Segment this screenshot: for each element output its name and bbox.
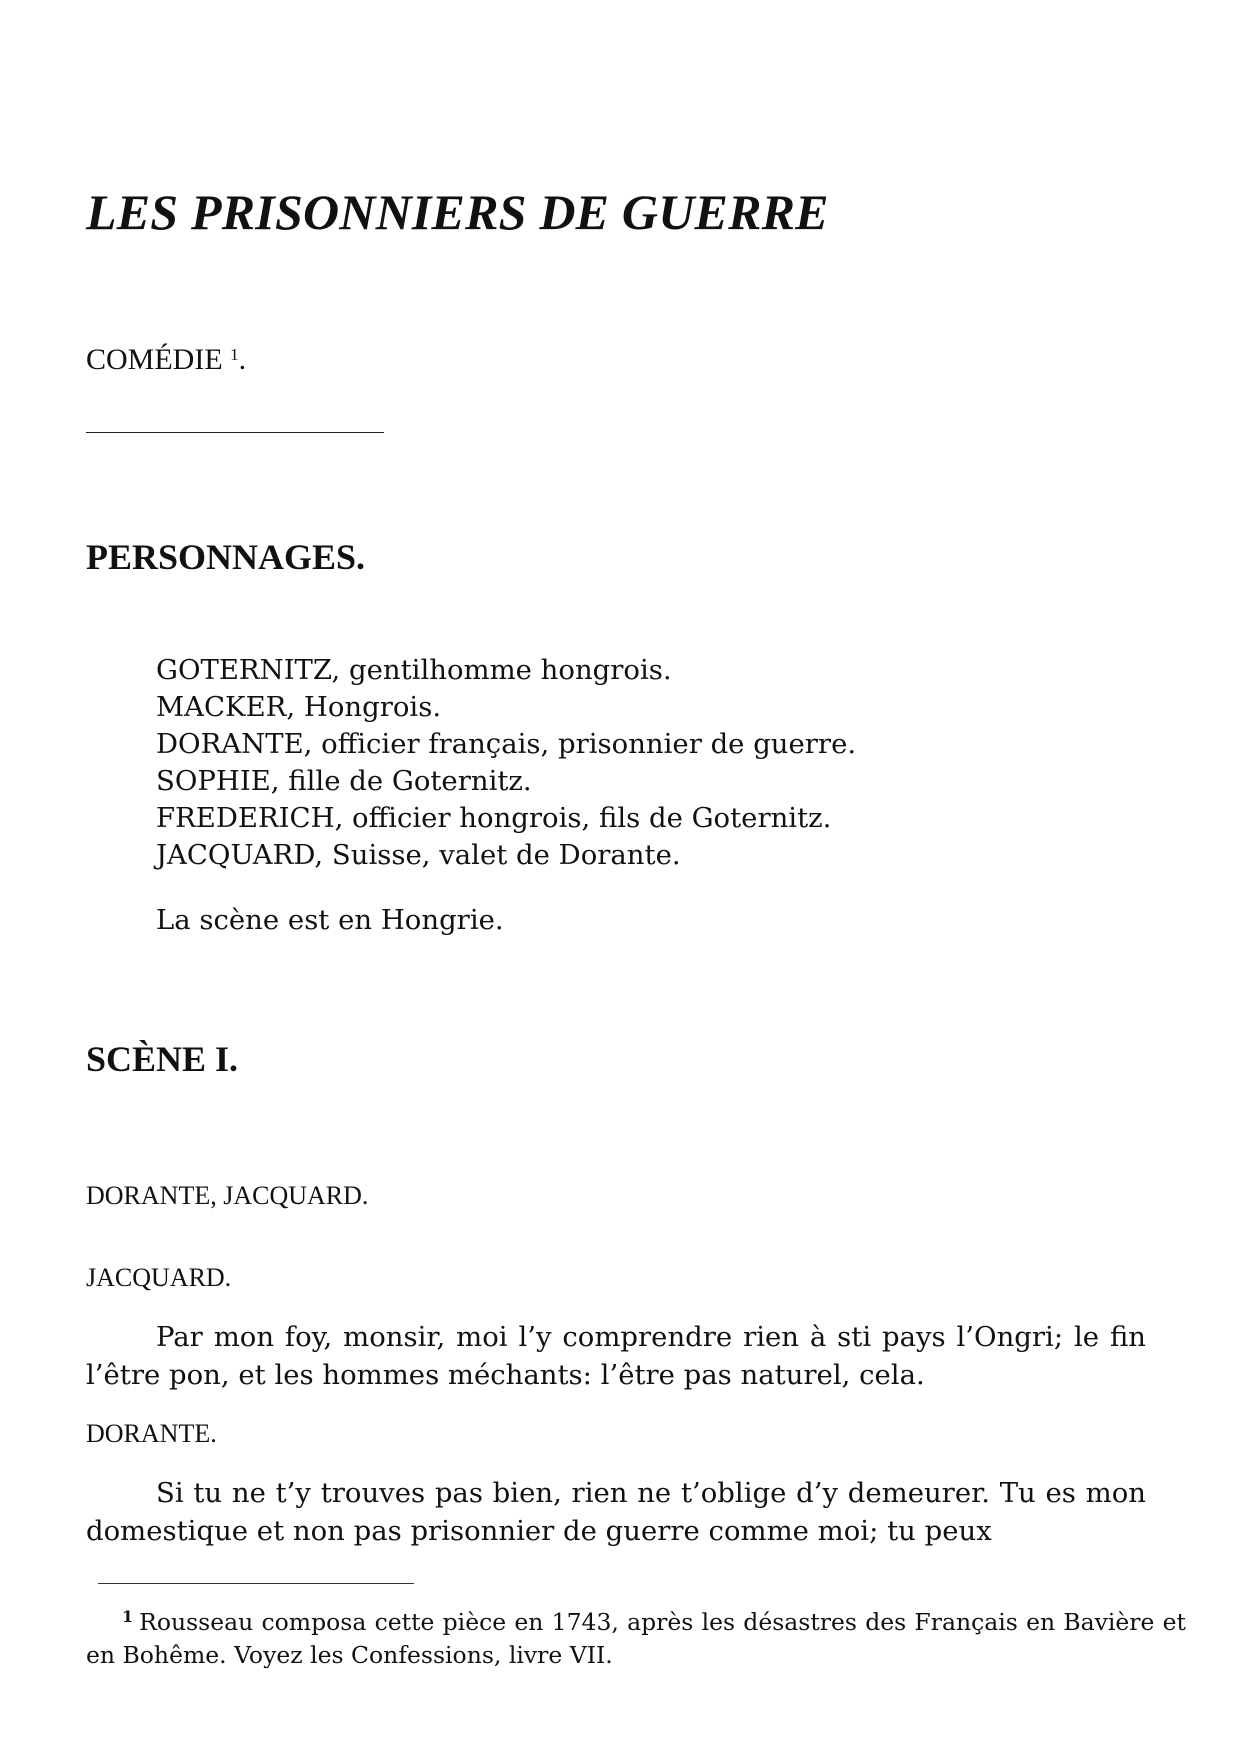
character-item: SOPHIE, fille de Goternitz.	[156, 765, 532, 797]
footnote-divider	[98, 1583, 414, 1584]
genre-subtitle	[86, 342, 246, 378]
character-item: MACKER, Hongrois.	[156, 691, 442, 723]
scene-heading: SCÈNE I.	[86, 1039, 239, 1079]
character-item: FREDERICH, officier hongrois, fils de Goternitz.	[156, 802, 832, 834]
genre-label: COMÉDIE	[86, 343, 223, 376]
characters-heading: PERSONNAGES.	[86, 537, 366, 577]
characters-list	[156, 652, 856, 874]
footnote	[86, 1606, 1186, 1672]
subtitle-period: .	[238, 343, 247, 376]
character-item: GOTERNITZ, gentilhomme hongrois.	[156, 654, 672, 686]
scene-characters: DORANTE, JACQUARD.	[86, 1181, 369, 1210]
footnote-text: Rousseau composa cette pièce en 1743, après les désastres des Français en Bavière et en Bohême. Voyez les Confessions, livre VII.	[86, 1608, 1186, 1669]
speaker-label: DORANTE.	[86, 1419, 217, 1448]
speaker-label: JACQUARD.	[86, 1263, 232, 1292]
footnote-reference[interactable]: 1	[230, 345, 239, 364]
section-divider	[86, 432, 384, 433]
character-item: JACQUARD, Suisse, valet de Dorante.	[156, 839, 681, 871]
dialogue-paragraph: Par mon foy, monsir, moi l’y comprendre rien à sti pays l’Ongri; le fin l’être pon, et les hommes méchants: l’être pas naturel, cela.	[86, 1321, 1146, 1391]
footnote-mark: 1	[122, 1607, 134, 1626]
play-title: LES PRISONNIERS DE GUERRE	[86, 184, 829, 240]
dialogue-paragraph: Si tu ne t’y trouves pas bien, rien ne t’oblige d’y demeurer. Tu es mon domestique et non pas prisonnier de guerre comme moi; tu peux	[86, 1477, 1146, 1547]
scene-location: La scène est en Hongrie.	[156, 904, 504, 936]
character-item: DORANTE, officier français, prisonnier de guerre.	[156, 728, 857, 760]
